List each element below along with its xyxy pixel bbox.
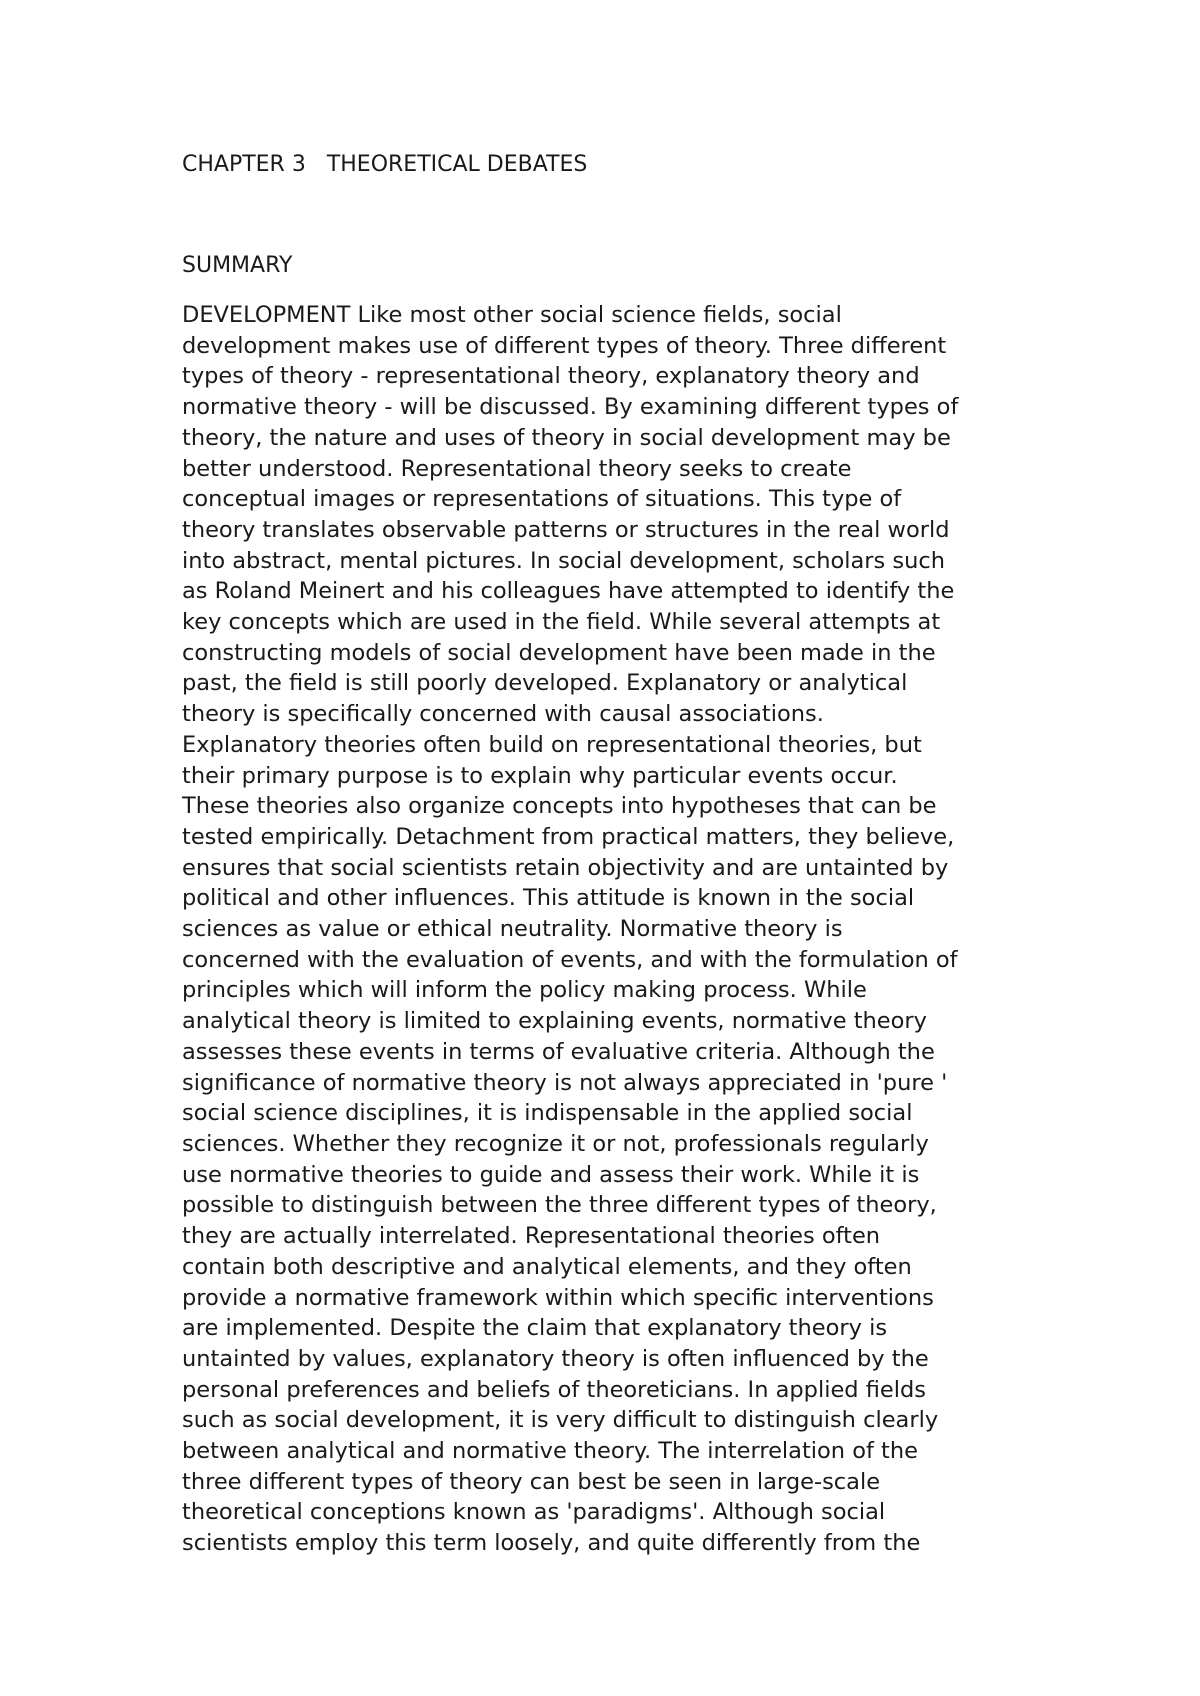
body-text-line: sciences. Whether they recognize it or not, professionals regularly [182, 1130, 929, 1157]
body-text-line: social science disciplines, it is indispensable in the applied social [182, 1100, 913, 1127]
body-text-line: personal preferences and beliefs of theoreticians. In applied fields [182, 1376, 927, 1403]
body-text-line: theory is specifically concerned with causal associations. [182, 701, 824, 728]
chapter-title: CHAPTER 3 THEORETICAL DEBATES [182, 152, 588, 177]
body-text-line: such as social development, it is very difficult to distinguish clearly [182, 1407, 939, 1434]
body-text-line: contain both descriptive and analytical elements, and they often [182, 1253, 912, 1280]
body-text-line: theoretical conceptions known as 'paradigms'. Although social [182, 1499, 886, 1526]
body-text-line: untainted by values, explanatory theory is often influenced by the [182, 1345, 929, 1372]
body-text-line: normative theory - will be discussed. By examining different types of [182, 394, 959, 421]
body-text-line: political and other influences. This attitude is known in the social [182, 885, 915, 912]
body-text-line: assesses these events in terms of evaluative criteria. Although the [182, 1038, 935, 1065]
body-text-line: possible to distinguish between the three different types of theory, [182, 1192, 937, 1219]
body-text-line: past, the field is still poorly developed. Explanatory or analytical [182, 670, 908, 697]
body-text-line: better understood. Representational theory seeks to create [182, 455, 852, 482]
body-text-line: DEVELOPMENT Like most other social science fields, social [182, 302, 842, 328]
body-text-line: use normative theories to guide and assess their work. While it is [182, 1161, 920, 1188]
body-text-line: their primary purpose is to explain why particular events occur. [182, 762, 898, 789]
body-paragraph [182, 300, 1062, 1559]
body-text-line: constructing models of social development have been made in the [182, 639, 936, 666]
body-text-line: conceptual images or representations of situations. This type of [182, 486, 902, 513]
body-text-line: scientists employ this term loosely, and quite differently from the [182, 1530, 921, 1557]
body-text-line: three different types of theory can best be seen in large-scale [182, 1468, 881, 1495]
body-text-line: principles which will inform the policy making process. While [182, 977, 867, 1004]
body-text-line: analytical theory is limited to explaining events, normative theory [182, 1008, 927, 1035]
body-text-line: These theories also organize concepts into hypotheses that can be [182, 793, 937, 820]
body-text-line: ensures that social scientists retain objectivity and are untainted by [182, 854, 949, 881]
body-text-line: as Roland Meinert and his colleagues have attempted to identify the [182, 578, 955, 605]
body-text-line: significance of normative theory is not always appreciated in 'pure ' [182, 1069, 948, 1096]
body-text-line: tested empirically. Detachment from practical matters, they believe, [182, 823, 955, 850]
body-text-line: into abstract, mental pictures. In social development, scholars such [182, 547, 946, 574]
body-text-line: theory, the nature and uses of theory in social development may be [182, 424, 951, 451]
body-text-line: Explanatory theories often build on representational theories, but [182, 731, 922, 758]
body-text-line: concerned with the evaluation of events, and with the formulation of [182, 946, 958, 973]
body-text-line: between analytical and normative theory. The interrelation of the [182, 1438, 918, 1465]
body-text-line: are implemented. Despite the claim that explanatory theory is [182, 1315, 888, 1342]
body-text-line: development makes use of different types of theory. Three different [182, 332, 947, 359]
summary-heading: SUMMARY [182, 253, 293, 278]
body-text-line: key concepts which are used in the field. While several attempts at [182, 609, 941, 636]
body-text-line: types of theory - representational theory, explanatory theory and [182, 363, 920, 390]
body-text-line: provide a normative framework within which specific interventions [182, 1284, 934, 1311]
body-text-line: they are actually interrelated. Representational theories often [182, 1223, 881, 1250]
body-text-line: sciences as value or ethical neutrality. Normative theory is [182, 916, 843, 943]
body-text-line: theory translates observable patterns or structures in the real world [182, 516, 950, 543]
